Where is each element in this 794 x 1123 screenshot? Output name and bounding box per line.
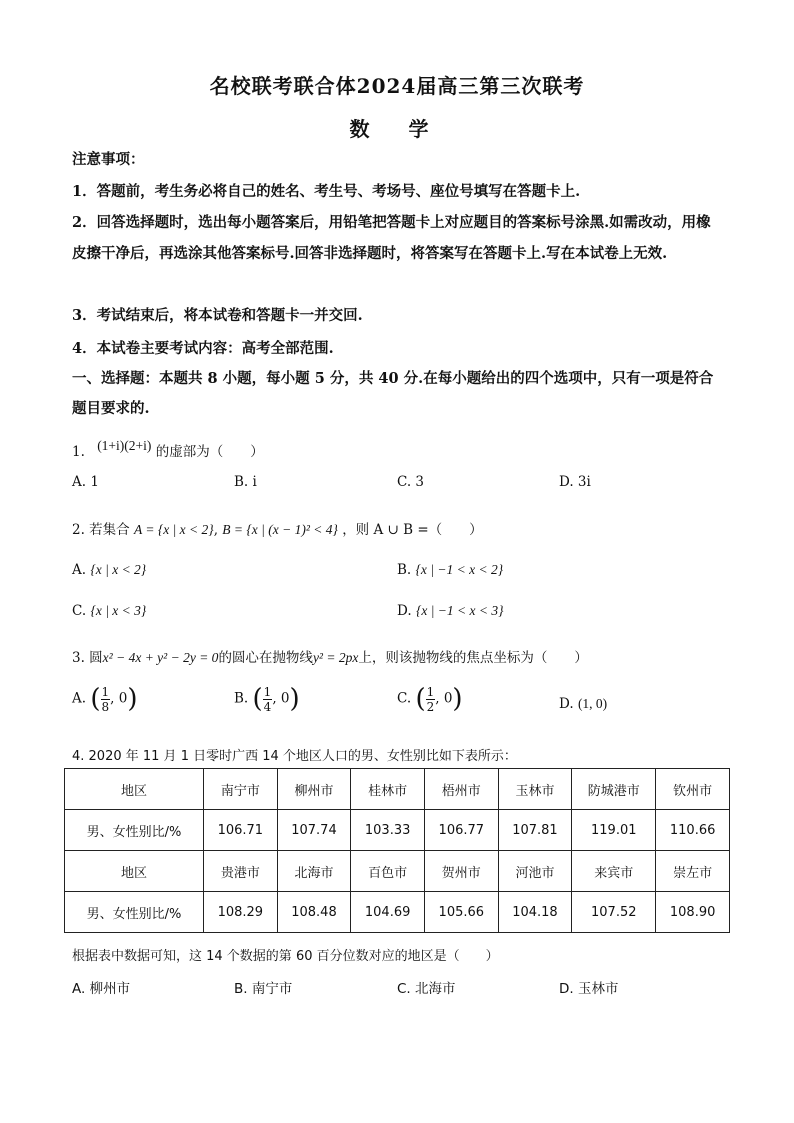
- table-cell: 104.69: [351, 892, 425, 933]
- q1-number: 1.: [72, 444, 85, 460]
- table-cell: 106.71: [204, 810, 278, 851]
- q3-option-b-rest: , 0: [272, 690, 290, 707]
- table-cell: 来宾市: [572, 851, 656, 892]
- table-cell: 110.66: [656, 810, 730, 851]
- q3-option-b-label: B.: [234, 690, 249, 707]
- q3-option-a-label: A.: [72, 690, 87, 707]
- table-cell: 107.52: [572, 892, 656, 933]
- table-cell: 119.01: [572, 810, 656, 851]
- sex-ratio-table: [64, 768, 730, 933]
- q2-suffix: ，则 A ∪ B =（ ）: [342, 522, 483, 538]
- q2-option-c-value: {x | x < 3}: [90, 603, 147, 618]
- question-3: [72, 646, 588, 666]
- q3-option-b-fraction: $\frac{1}{4}$: [263, 684, 272, 714]
- table-cell: 崇左市: [656, 851, 730, 892]
- q2-option-d-label: D.: [397, 603, 412, 619]
- table-row-label: 男、女性别比/%: [65, 892, 204, 933]
- q1-option-d: D. 3i: [559, 474, 591, 490]
- q4-option-c: C. 北海市: [397, 981, 456, 997]
- table-cell: 钦州市: [656, 769, 730, 810]
- q2-set-b: B = {x | (x − 1)² < 4}: [222, 522, 338, 537]
- note-item-4: 4．本试卷主要考试内容：高考全部范围.: [72, 340, 334, 357]
- table-cell: 柳州市: [277, 769, 351, 810]
- table-cell: 103.33: [351, 810, 425, 851]
- q3-parabola-equation: y² = 2px: [312, 650, 359, 665]
- q4-option-b: B. 南宁市: [234, 981, 293, 997]
- table-cell: 南宁市: [204, 769, 278, 810]
- table-cell: 108.29: [204, 892, 278, 933]
- q2-option-c-label: C.: [72, 603, 87, 619]
- q2-option-c: [72, 603, 146, 619]
- q1-option-c: C. 3: [397, 474, 425, 490]
- table-cell: 贵港市: [204, 851, 278, 892]
- question-4: 4. 2020 年 11 月 1 日零时广西 14 个地区人口的男、女性别比如下表所示：: [72, 749, 517, 764]
- q2-option-a-value: {x | x < 2}: [90, 562, 147, 577]
- exam-title: 名校联考联合体2024届高三第三次联考: [209, 74, 585, 98]
- q3-suffix: 上，则该抛物线的焦点坐标为（ ）: [358, 650, 588, 666]
- q3-option-c: C. ( $\frac{1}{2}$ , 0): [397, 684, 463, 714]
- table-cell: 梧州市: [424, 769, 498, 810]
- q2-option-a: [72, 562, 146, 578]
- q2-prefix: 2. 若集合: [72, 522, 130, 538]
- table-cell: 百色市: [351, 851, 425, 892]
- note-item-2-text: 2．回答选择题时，选出每小题答案后，用铅笔把答题卡上对应题目的答案标号涂黑.如需改动，用橡皮擦干净后，再选涂其他答案标号.回答非选择题时，将答案写在答题卡上.写在本试卷上无效.: [72, 214, 711, 262]
- q3-option-d: [559, 696, 607, 712]
- table-cell: 107.74: [277, 810, 351, 851]
- q2-option-b-label: B.: [397, 562, 412, 578]
- notes-heading: 注意事项：: [72, 151, 145, 168]
- q3-option-a-fraction: $\frac{1}{8}$: [101, 684, 110, 714]
- q4-option-d: D. 玉林市: [559, 981, 619, 997]
- table-cell: 贺州市: [424, 851, 498, 892]
- q3-middle: 的圆心在抛物线: [218, 650, 313, 666]
- q2-set-a: A = {x | x < 2}: [133, 522, 214, 537]
- q3-option-a-rest: , 0: [110, 690, 128, 707]
- q1-text: 的虚部为（ ）: [155, 444, 264, 460]
- q3-option-b: B. ( $\frac{1}{4}$ , 0): [234, 684, 300, 714]
- table-row-label: 男、女性别比/%: [65, 810, 204, 851]
- q2-option-b: [397, 562, 503, 578]
- question-2: 2. 若集合 A = {x | x < 2}, B = {x | (x − 1)² < 4} ，则 A ∪ B =（ ）: [72, 522, 483, 538]
- q1-option-a: A. 1: [72, 474, 99, 490]
- question-1: [72, 440, 264, 460]
- note-item-1: 1．答题前，考生务必将自己的姓名、考生号、考场号、座位号填写在答题卡上.: [72, 183, 581, 200]
- note-item-3: 3．考试结束后，将本试卷和答题卡一并交回.: [72, 307, 363, 324]
- table-cell: 玉林市: [498, 769, 572, 810]
- q3-option-c-rest: , 0: [435, 690, 453, 707]
- q4-option-a: A. 柳州市: [72, 981, 131, 997]
- table-cell: 106.77: [424, 810, 498, 851]
- q3-circle-equation: x² − 4x + y² − 2y = 0: [102, 650, 219, 665]
- q2-option-b-value: {x | −1 < x < 2}: [415, 562, 504, 577]
- q3-option-a: A. ( $\frac{1}{8}$ , 0): [72, 684, 138, 714]
- q4-question: 根据表中数据可知，这 14 个数据的第 60 百分位数对应的地区是（ ）: [72, 949, 499, 964]
- q3-prefix: 3. 圆: [72, 650, 103, 666]
- table-cell: 防城港市: [572, 769, 656, 810]
- q1-option-b: B. i: [234, 474, 257, 490]
- table-row: [65, 810, 730, 851]
- q1-expression: (1+i)(2+i): [97, 438, 152, 453]
- table-cell: 108.48: [277, 892, 351, 933]
- q2-option-d: [397, 603, 504, 619]
- table-cell: 桂林市: [351, 769, 425, 810]
- q2-option-d-value: {x | −1 < x < 3}: [415, 603, 504, 618]
- table-cell: 105.66: [424, 892, 498, 933]
- q2-option-a-label: A.: [72, 562, 87, 578]
- table-row: [65, 892, 730, 933]
- table-row-label: 地区: [65, 851, 204, 892]
- table-row: [65, 769, 730, 810]
- q3-option-c-fraction: $\frac{1}{2}$: [426, 684, 435, 714]
- table-row: [65, 851, 730, 892]
- table-cell: 河池市: [498, 851, 572, 892]
- q3-option-d-label: D.: [559, 696, 574, 712]
- table-cell: 104.18: [498, 892, 572, 933]
- table-cell: 北海市: [277, 851, 351, 892]
- table-row-label: 地区: [65, 769, 204, 810]
- q3-option-d-value: (1, 0): [577, 696, 608, 711]
- note-item-2: [72, 208, 724, 269]
- section-1-heading: 一、选择题：本题共 8 小题，每小题 5 分，共 40 分.在每小题给出的四个选项中，只有一项是符合题目要求的.: [72, 370, 714, 417]
- subject-title: 数 学: [349, 117, 445, 141]
- table-cell: 108.90: [656, 892, 730, 933]
- q3-option-c-label: C.: [397, 690, 412, 707]
- table-cell: 107.81: [498, 810, 572, 851]
